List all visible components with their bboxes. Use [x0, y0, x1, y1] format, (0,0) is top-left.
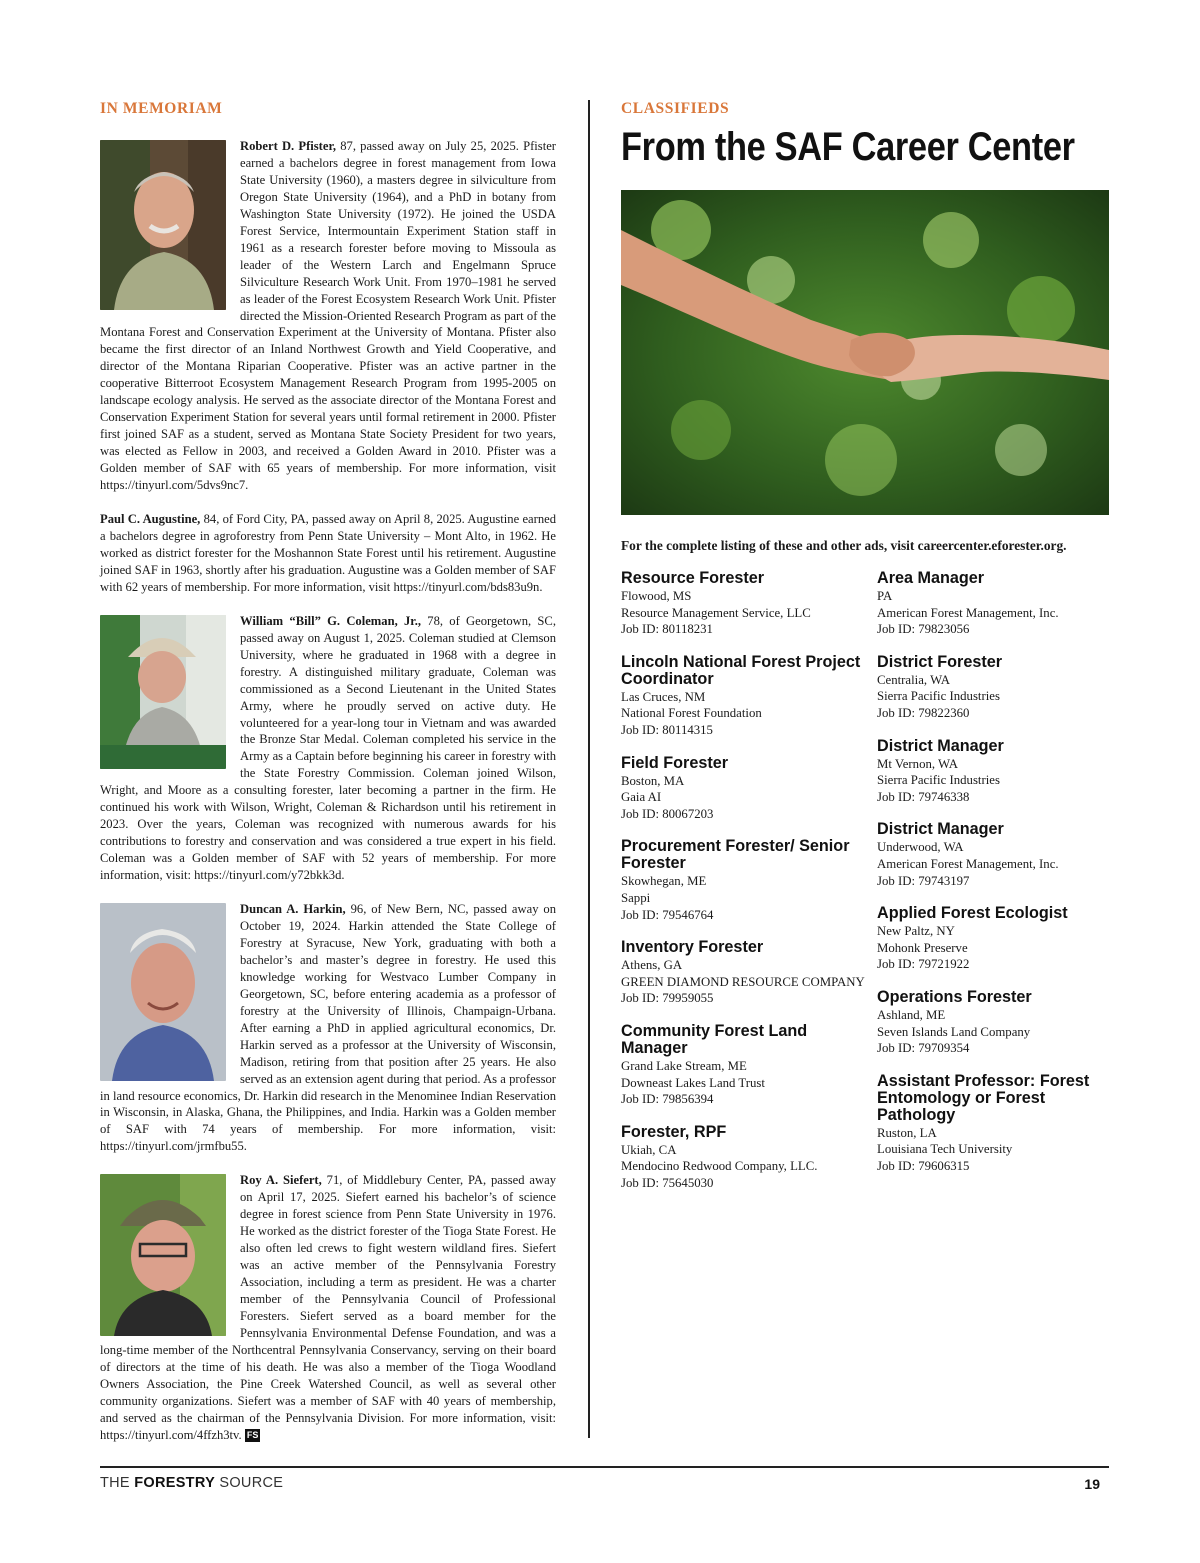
job-id: Job ID: 79606315: [877, 1158, 970, 1173]
portrait-photo-siefert: [100, 1174, 226, 1336]
obituary-name: Paul C. Augustine,: [100, 512, 201, 527]
obituary-name: Roy A. Siefert,: [240, 1173, 322, 1188]
job-title: Assistant Professor: Forest Entomology or Forest Pathology: [877, 1071, 1090, 1124]
job-title: Lincoln National Forest Project Coordinator: [621, 652, 861, 688]
job-title: Field Forester: [621, 753, 729, 772]
obituary-coleman: [100, 613, 556, 884]
obituary-name: Duncan A. Harkin,: [240, 902, 346, 917]
obituary-text: 96, of New Bern, NC, passed away on October 19, 2024. Harkin attended the State College of Forestry at Syracuse, New York, graduating with both a bachelor’s and master’s degree in forestry. He used this knowledge working for Westvaco Lumber Company in Georgetown, SC, before entering academia as a professor of forestry at the University of Illinois, Champaign-Urbana. After earning a PhD in applied agricultural economics, Dr. Harkin served as a professor at the University of Wisconsin, Madison, retiring from that position after 25 years. He also served as an extension agent during that period. As a professor in land resource economics, Dr. Harkin did research in the Menominee Indian Reservation in Wisconsin, in Alaska, Ghana, the Philippines, and India. Harkin was a Golden member of SAF with 74 years of membership. For more information, visit: https://tinyurl.com/jrmfbu55.: [100, 902, 556, 1154]
job-id: Job ID: 79721922: [877, 957, 970, 972]
job-listing[interactable]: [621, 1124, 877, 1192]
job-listing[interactable]: [877, 1073, 1109, 1175]
job-listing[interactable]: [621, 1023, 877, 1108]
job-listing[interactable]: [621, 654, 877, 739]
job-title: Resource Forester: [621, 569, 765, 587]
classifieds-section-label: CLASSIFIEDS: [621, 100, 730, 117]
job-employer: Sappi: [621, 890, 651, 905]
classifieds-intro: For the complete listing of these and other ads, visit careercenter.eforester.org.: [621, 538, 1067, 553]
job-location: New Paltz, NY: [877, 924, 955, 939]
handshake-photo: [621, 190, 1109, 515]
job-id: Job ID: 80118231: [621, 622, 713, 637]
obituary-text: 71, of Middlebury Center, PA, passed away on April 17, 2025. Siefert earned his bachelor’s of science degree in forest science from Penn State University in 1976. He worked as the district forester of the Tioga State Forest. He also often led crews to fight western wildland fires. Siefert was an active member of the Pennsylvania Forestry Association, including a term as president. He was a charter member of the Pennsylvania Council of Professional Foresters. Siefert served as a board member for the Pennsylvania Environmental Defense Foundation, and was a long-time member of the Northcentral Pennsylvania Conservancy, serving on their board of directors at the time of his death. He was also a member of the Tioga Woodland Owners Association, the Pine Creek Watershed Council, as well as several other community organizations. Siefert was a member of SAF with 40 years of membership, and served as the chairman of the Pennsylvania Division. For more information, visit: https://tinyurl.com/4ffzh3tv.: [100, 1173, 556, 1442]
obituary-augustine: [100, 511, 556, 596]
job-id: Job ID: 79822360: [877, 705, 970, 720]
publication-prefix: THE: [100, 1475, 135, 1491]
job-location: Skowhegan, ME: [621, 874, 707, 889]
job-location: Ukiah, CA: [621, 1142, 677, 1157]
job-listing[interactable]: [621, 939, 877, 1007]
job-employer: Mendocino Redwood Company, LLC.: [621, 1159, 818, 1174]
fs-end-mark: FS: [246, 1429, 259, 1440]
job-column-right: [877, 570, 1109, 1207]
job-id: Job ID: 79959055: [621, 991, 714, 1006]
job-location: Ruston, LA: [877, 1125, 937, 1140]
memoriam-section-label: IN MEMORIAM: [100, 100, 223, 117]
job-listing[interactable]: [877, 738, 1109, 806]
publication-strong: FORESTRY: [134, 1475, 216, 1491]
job-location: Mt Vernon, WA: [877, 756, 958, 771]
publication-suffix: SOURCE: [215, 1475, 284, 1491]
job-location: Flowood, MS: [621, 589, 692, 603]
job-location: Las Cruces, NM: [621, 689, 706, 704]
job-id: Job ID: 75645030: [621, 1175, 714, 1190]
job-listing[interactable]: [621, 570, 877, 638]
job-employer: American Forest Management, Inc.: [877, 856, 1059, 871]
job-employer: American Forest Management, Inc.: [877, 605, 1059, 620]
job-employer: Sierra Pacific Industries: [877, 773, 1000, 788]
job-location: Ashland, ME: [877, 1007, 946, 1022]
job-title: Community Forest Land Manager: [621, 1021, 808, 1057]
job-id: Job ID: 79546764: [621, 907, 714, 922]
column-divider: [588, 100, 590, 1438]
obituary-text: 84, of Ford City, PA, passed away on April 8, 2025. Augustine earned a bachelors degree in agroforestry from Penn State University – Mont Alto, in 1962. He worked as district forester for the Moshannon State Forest until his retirement. Augustine joined SAF in 1963, shortly after his graduation. Augustine was a Golden member of SAF with 62 years of membership. For more information, visit https://tinyurl.com/bds83u9n.: [100, 512, 556, 594]
job-location: Underwood, WA: [877, 840, 964, 855]
job-listing[interactable]: [877, 654, 1109, 722]
job-employer: Resource Management Service, LLC: [621, 605, 811, 620]
obituary-name: William “Bill” G. Coleman, Jr.,: [240, 613, 422, 628]
footer-rule: [100, 1466, 1109, 1468]
job-employer: Mohonk Preserve: [877, 940, 968, 955]
job-title: Inventory Forester: [621, 938, 764, 957]
job-listing[interactable]: [877, 570, 1109, 638]
portrait-photo-coleman: [100, 615, 226, 769]
job-listing[interactable]: [621, 755, 877, 823]
job-employer: Sierra Pacific Industries: [877, 689, 1000, 704]
job-employer: Downeast Lakes Land Trust: [621, 1075, 765, 1090]
job-location: Boston, MA: [621, 773, 685, 788]
job-listing[interactable]: [877, 989, 1109, 1057]
job-title: Procurement Forester/ Senior Forester: [621, 837, 850, 873]
job-employer: GREEN DIAMOND RESOURCE COMPANY: [621, 974, 865, 989]
obituary-siefert: [100, 1172, 556, 1443]
job-listing[interactable]: [877, 821, 1109, 889]
memoriam-column: [100, 100, 556, 1461]
job-id: Job ID: 80067203: [621, 806, 714, 821]
obituary-text: 87, passed away on July 25, 2025. Pfister earned a bachelors degree in forest management from Iowa State University (1960), a masters degree in silviculture from Oregon State University (1964), and a PhD in botany from Washington State University (1972). He joined the USDA Forest Service, Intermountain Experiment Station staff in 1961 as a research forester before moving to Missoula as leader of the Western Larch and Engelmann Spruce Silviculture Research Work Unit. From 1970–1981 he served as leader of the Forest Ecosystem Research Work Unit. Pfister directed the Mission-Oriented Research Program as part of the Montana Forest and Conservation Experiment at the University of Montana. Pfister also became the first director of an Inland Northwest Growth and Yield Cooperative, and director of the Montana Riparian Cooperative. Pfister was an active partner in the cooperative Bitterroot Ecosystem Management Research Program from 1995-2005 on landscape ecology analysis. He served as the associate director of the Montana Forest and Conservation Experiment Station for several years until formal retirement in 2000. Pfister first joined SAF as a student, served as Montana State Society President for two years, was elected as Fellow in 2003, and received a Golden Award in 2010. Pfister was a Golden member of SAF with 65 years of membership. For more information, visit https://tinyurl.com/5dvs9nc7.: [100, 139, 556, 493]
job-location: Centralia, WA: [877, 672, 950, 687]
job-title: Applied Forest Ecologist: [877, 904, 1068, 923]
job-title: Operations Forester: [877, 987, 1032, 1006]
obituary-pfister: [100, 138, 556, 494]
job-column-left: [621, 570, 877, 1207]
job-id: Job ID: 80114315: [621, 722, 713, 737]
job-title: District Manager: [877, 820, 1004, 839]
job-id: Job ID: 79743197: [877, 873, 970, 888]
job-title: Area Manager: [877, 569, 985, 587]
publication-name: [100, 1475, 283, 1491]
job-employer: Seven Islands Land Company: [877, 1024, 1031, 1039]
job-title: District Forester: [877, 652, 1003, 671]
obituary-harkin: [100, 901, 556, 1155]
job-id: Job ID: 79856394: [621, 1092, 714, 1107]
obituary-name: Robert D. Pfister,: [240, 139, 337, 153]
job-id: Job ID: 79746338: [877, 789, 970, 804]
page-number: 19: [1084, 1476, 1100, 1492]
job-title: District Manager: [877, 736, 1004, 755]
job-employer: Gaia AI: [621, 790, 662, 805]
job-title: Forester, RPF: [621, 1122, 727, 1141]
job-employer: National Forest Foundation: [621, 706, 762, 721]
job-listing[interactable]: [621, 838, 877, 923]
portrait-photo-pfister: [100, 140, 226, 310]
job-location: Grand Lake Stream, ME: [621, 1058, 747, 1073]
page-title: From the SAF Career Center: [621, 125, 1075, 169]
job-employer: Louisiana Tech University: [877, 1142, 1013, 1157]
obituary-text: 78, of Georgetown, SC, passed away on August 1, 2025. Coleman studied at Clemson University, where he graduated in 1968 with a degree in forestry. A distinguished military graduate, Coleman was commissioned as a Second Lieutenant in the United States Army, where he proudly served on active duty. He volunteered for a year-long tour in Vietnam and was awarded the Bronze Star Medal. Coleman completed his service in the Army as a Captain before beginning his career in forestry with the State Forestry Commission. Coleman joined Wilson, Wright, and Moore as a consulting forester, later becoming a partner in the firm. He continued his work with Wilson, Wright, Coleman & Richardson until his retirement in 2023. Over the years, Coleman was recognized with numerous awards for his contributions to forestry and conservation and was considered a true expert in his field. Coleman was a Golden member of SAF with 52 years of membership. For more information, visit: https://tinyurl.com/y72bkk3d.: [100, 613, 556, 883]
portrait-photo-harkin: [100, 903, 226, 1081]
job-location: PA: [877, 589, 893, 603]
job-location: Athens, GA: [621, 958, 683, 973]
job-id: Job ID: 79823056: [877, 622, 970, 637]
job-listings: [621, 570, 1109, 1207]
job-listing[interactable]: [877, 905, 1109, 973]
job-id: Job ID: 79709354: [877, 1041, 970, 1056]
classifieds-column: [621, 100, 1109, 1207]
